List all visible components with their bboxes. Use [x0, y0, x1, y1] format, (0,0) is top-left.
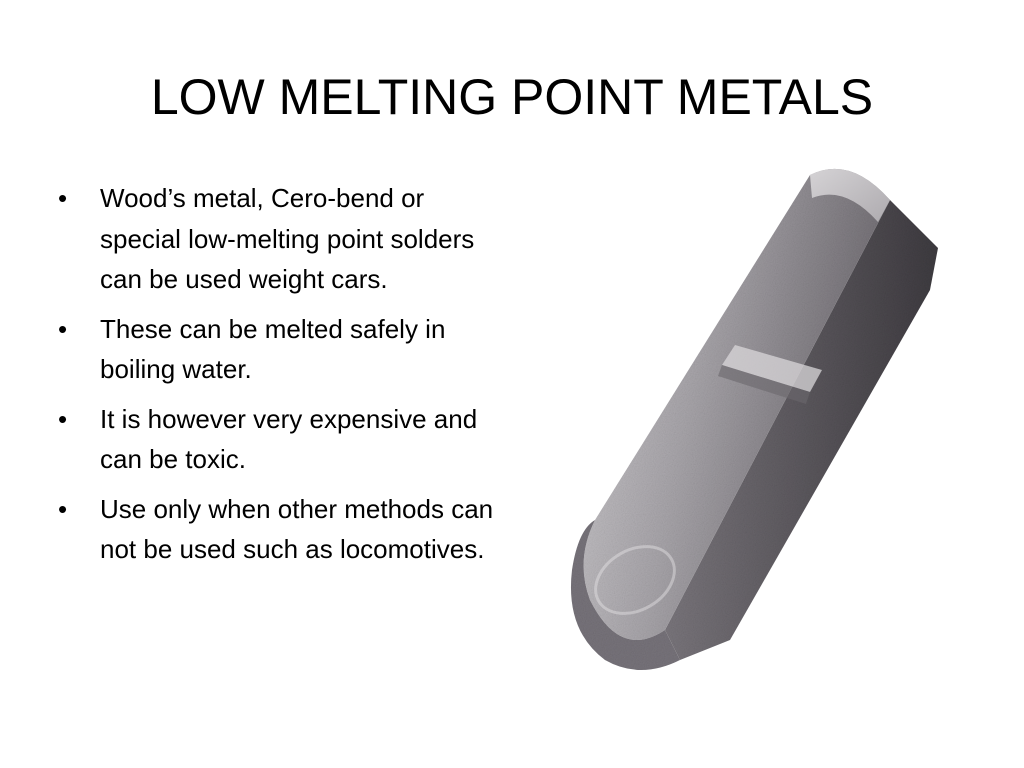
bullet-symbol: •	[58, 403, 68, 434]
bullet-symbol: •	[58, 493, 68, 524]
bullet-list	[58, 178, 508, 579]
bullet-item	[58, 309, 508, 390]
bullet-text: Use only when other methods can not be used such as locomotives.	[100, 493, 494, 564]
bullet-text: These can be melted safely in boiling water.	[100, 313, 446, 384]
bullet-item	[58, 399, 508, 480]
metal-ingot-image	[560, 160, 960, 670]
bullet-text: Wood’s metal, Cero-bend or special low-melting point solders can be used weight cars.	[100, 183, 475, 294]
bullet-symbol: •	[58, 183, 68, 213]
bullet-item	[58, 178, 508, 300]
bullet-symbol: •	[58, 313, 68, 344]
slide-title: LOW MELTING POINT METALS	[150, 69, 874, 125]
bullet-item	[58, 489, 508, 570]
bullet-text: It is however very expensive and can be toxic.	[100, 403, 478, 474]
